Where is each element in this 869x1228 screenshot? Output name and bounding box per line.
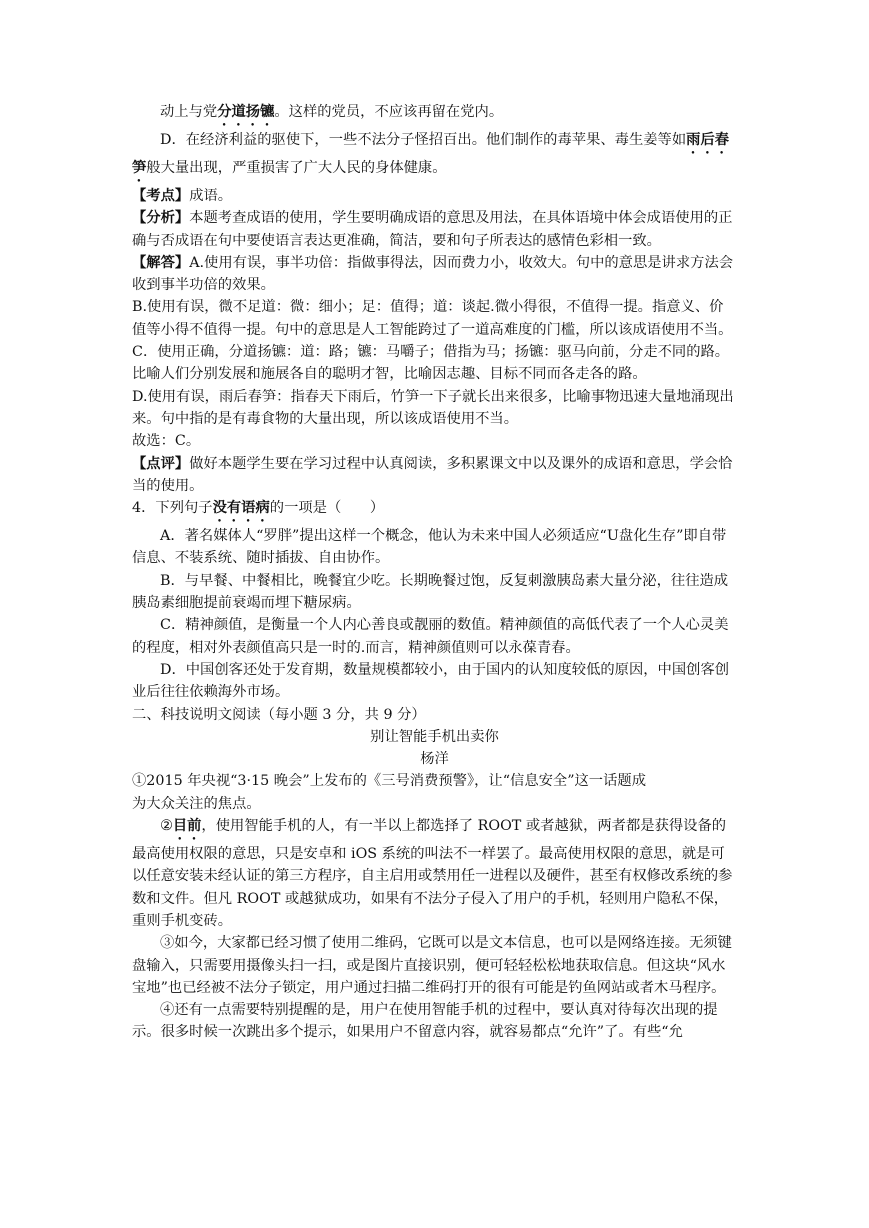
- jieda-conclusion: 故选：C。: [132, 433, 201, 450]
- article-paragraph-4: ④还有一点需要特别提醒的是，用户在使用智能手机的过程中，要认真对待每次出现的提示。很多时候一次跳出多个提示，如果用户不留意内容，就容易都点“允许”了。有些“允: [132, 1002, 718, 1041]
- q4-option-d: D．中国创客还处于发育期，数量规模都较小，由于国内的认知度较低的原因，中国创客创业后往往依赖海外市场。: [132, 661, 730, 701]
- emphasized-idiom: 分道扬镳: [217, 104, 275, 120]
- fenxi-text: 本题考查成语的使用，学生要明确成语的意思及用法，在具体语境中体会成语使用的正确与否成语在句中要使语言表达更准确，简洁，要和句子所表达的感情色彩相一致。: [132, 210, 733, 249]
- article-paragraph-3: ③如今，大家都已经习惯了使用二维码，它既可以是文本信息，也可以是网络连接。无须键盘输入，只需要用摄像头扫一扫，或是图片直接识别，便可轻轻松松地获取信息。但这块“风水宝地”也已经被不法分子锁定，用户通过扫描二维码打开的很有可能是钓鱼网站或者木马程序。: [132, 935, 732, 996]
- text-run: ，使用智能手机的人，有一半以上都选择了 ROOT 或者越狱，两者都是获得设备的最高使用权限的意思，只是安卓和 iOS 系统的叫法不一样罢了。最高使用权限的意思，就是可以任意安装未经认证的第三方程序，自主启用或禁用任一进程以及硬件，甚至有权修改系统的参数和文件。但凡 ROOT 或越狱成功，如果有不法分子侵入了用户的手机，轻则用户隐私不保，重则手机变砖。: [132, 818, 733, 929]
- kaodian-text: 成语。: [189, 188, 233, 204]
- dianping-text: 做好本题学生要在学习过程中认真阅读，多积累课文中以及课外的成语和意思，学会恰当的使用。: [132, 455, 733, 494]
- article-author: 杨洋: [420, 751, 449, 768]
- jieda-label: 【解答】: [132, 254, 190, 271]
- text-run: 般大量出现，严重损害了广大人民的身体健康。: [146, 160, 447, 176]
- q4-option-c: C．精神颜值，是衡量一个人内心善良或靓丽的数值。精神颜值的高低代表了一个人心灵美的程度，相对外表颜值高只是一时的.而言，精神颜值则可以永葆青春。: [132, 617, 729, 656]
- q3-option-d: [132, 129, 737, 185]
- q4-stem: [132, 497, 737, 525]
- article-title: 别让智能手机出卖你: [370, 728, 499, 745]
- text-run: 4．下列句子: [132, 500, 213, 517]
- kaodian-paragraph: [132, 185, 737, 207]
- kaodian-label: 【考点】: [132, 188, 190, 204]
- jieda-c: C．使用正确，分道扬镳：道：路；镳：马嚼子；借指为马；扬镳：驱马向前，分走不同的路。比喻人们分别发展和施展各自的聪明才智，比喻因志趣、目标不同而各走各的路。: [132, 344, 730, 383]
- text-run: ②: [160, 818, 173, 835]
- fenxi-paragraph: [132, 207, 737, 252]
- emphasized-phrase: 没有语病: [212, 500, 270, 517]
- q3-option-c-tail: [132, 101, 737, 129]
- emphasized-word: 目前: [172, 818, 202, 835]
- q4-option-a: A．著名媒体人“罗胖”提出这样一个概念，他认为未来中国人必须适应“U盘化生存”即自带信息、不装系统、随时插拔、自由协作。: [132, 528, 727, 567]
- fenxi-label: 【分析】: [132, 210, 190, 227]
- article-paragraph-1-line-1: ①2015 年央视“3·15 晚会”上发布的《三号消费预警》，让“信息安全”这一话题成: [132, 773, 646, 790]
- dianping-paragraph: [132, 453, 737, 498]
- q4-option-b: B．与早餐、中餐相比，晚餐宜少吃。长期晚餐过饱，反复刺激胰岛素大量分泌，往往造成胰岛素细胞提前衰竭而埋下糖尿病。: [132, 572, 729, 612]
- jieda-b: B.使用有误，微不足道：微：细小；足：值得；道：谈起.微小得很，不值得一提。指意义、价值等小得不值得一提。句中的意思是人工智能跨过了一道高难度的门槛，所以该成语使用不当。: [132, 299, 733, 338]
- jieda-d: D.使用有误，雨后春笋：指春天下雨后，竹笋一下子就长出来很多，比喻事物迅速大量地涌现出来。句中指的是有毒食物的大量出现，所以该成语使用不当。: [132, 388, 734, 427]
- text-run: D．在经济利益的驱使下，一些不法分子怪招百出。他们制作的毒苹果、毒生姜等如: [160, 132, 687, 148]
- jieda-a: A.使用有误，事半功倍：指做事得法，因而费力小，收效大。句中的意思是讲求方法会收到事半功倍的效果。: [132, 254, 734, 294]
- dianping-label: 【点评】: [132, 455, 190, 472]
- article-paragraph-1-line-2: 为大众关注的焦点。: [132, 795, 261, 812]
- text-run: 的一项是（ ）: [269, 500, 385, 517]
- text-run: 。这样的党员，不应该再留在党内。: [274, 104, 504, 120]
- emphasized-idiom: 雨后春笋: [132, 132, 730, 176]
- document-page: [132, 101, 737, 1044]
- text-run: 动上与党: [160, 104, 218, 120]
- section-heading: 二、科技说明文阅读（每小题 3 分，共 9 分）: [132, 706, 426, 723]
- jieda-paragraph: [132, 252, 737, 297]
- article-paragraph-2: [132, 815, 737, 932]
